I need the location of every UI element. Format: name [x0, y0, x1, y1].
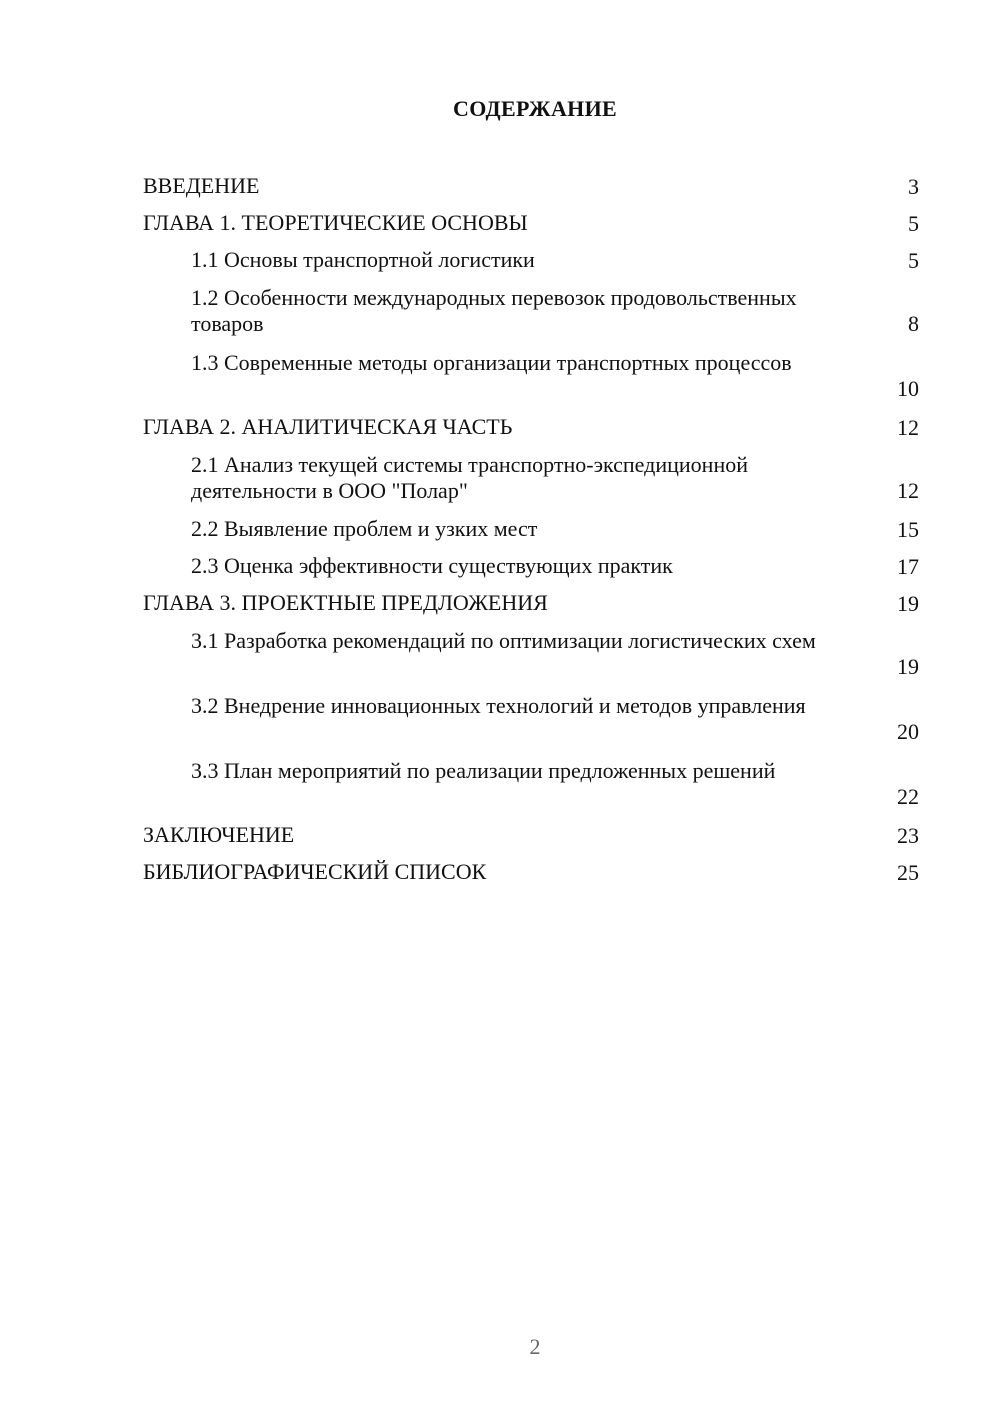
- toc-entry-text: 3.2 Внедрение инновационных технологий и методов управления: [191, 693, 806, 718]
- toc-entry-text: ГЛАВА 1. ТЕОРЕТИЧЕСКИЕ ОСНОВЫ: [143, 210, 528, 235]
- toc-entry-text: 2.3 Оценка эффективности существующих практик: [191, 553, 673, 578]
- page-title: СОДЕРЖАНИЕ: [453, 96, 617, 121]
- toc-entry-page: 12: [897, 478, 919, 503]
- toc-entry-text: БИБЛИОГРАФИЧЕСКИЙ СПИСОК: [143, 859, 487, 884]
- toc-entry-text: ГЛАВА 2. АНАЛИТИЧЕСКАЯ ЧАСТЬ: [143, 414, 513, 439]
- toc-entry-bibliography: [143, 856, 919, 893]
- toc-entry-page: 12: [897, 415, 919, 440]
- toc-entry-page: 17: [897, 554, 919, 579]
- toc-entry-page: 15: [897, 517, 919, 542]
- toc-entry-section-1-1: [143, 244, 919, 281]
- toc-entry-text: 1.3 Современные методы организации транспортных процессов: [191, 350, 792, 375]
- toc-entry-page: 3: [908, 174, 919, 199]
- toc-entry-section-3-1: [143, 624, 919, 689]
- toc-entry-text: 3.1 Разработка рекомендаций по оптимизации логистических схем: [191, 628, 816, 653]
- toc-entry-chapter-1: [143, 207, 919, 244]
- toc-entry-page: 19: [897, 654, 919, 679]
- toc-entry-chapter-3: [143, 587, 919, 624]
- toc-entry-section-1-3: [143, 346, 919, 411]
- toc-entry-section-1-2: [143, 281, 919, 346]
- toc-entry-page: 8: [908, 311, 919, 336]
- toc-entry-page: 25: [897, 860, 919, 885]
- toc-entry-text: 1.2 Особенности международных перевозок продовольственных товаров: [191, 285, 797, 336]
- toc-entry-section-2-3: [143, 550, 919, 587]
- toc-entry-text: 2.1 Анализ текущей системы транспортно-экспедиционной деятельности в ООО "Полар": [191, 452, 748, 503]
- toc-entry-text: ЗАКЛЮЧЕНИЕ: [143, 822, 295, 847]
- toc-entry-text: 2.2 Выявление проблем и узких мест: [191, 516, 538, 541]
- toc-entry-section-3-2: [143, 689, 919, 754]
- toc-entry-introduction: [143, 170, 919, 207]
- toc-entry-text: 3.3 План мероприятий по реализации предложенных решений: [191, 758, 776, 783]
- page-number: 2: [529, 1334, 541, 1359]
- toc-entry-page: 5: [908, 248, 919, 273]
- toc-entry-page: 10: [897, 376, 919, 401]
- toc-entry-page: 23: [897, 823, 919, 848]
- toc-entry-page: 20: [897, 719, 919, 744]
- toc-entry-text: ВВЕДЕНИЕ: [143, 173, 260, 198]
- toc-entry-section-3-3: [143, 754, 919, 819]
- toc-entry-page: 19: [897, 591, 919, 616]
- toc-entry-section-2-2: [143, 513, 919, 550]
- toc-entry-text: 1.1 Основы транспортной логистики: [191, 247, 535, 272]
- table-of-contents: [143, 170, 919, 893]
- toc-entry-page: 22: [897, 784, 919, 809]
- toc-entry-text: ГЛАВА 3. ПРОЕКТНЫЕ ПРЕДЛОЖЕНИЯ: [143, 590, 548, 615]
- toc-entry-section-2-1: [143, 448, 919, 513]
- toc-entry-conclusion: [143, 819, 919, 856]
- toc-entry-chapter-2: [143, 411, 919, 448]
- toc-entry-page: 5: [908, 211, 919, 236]
